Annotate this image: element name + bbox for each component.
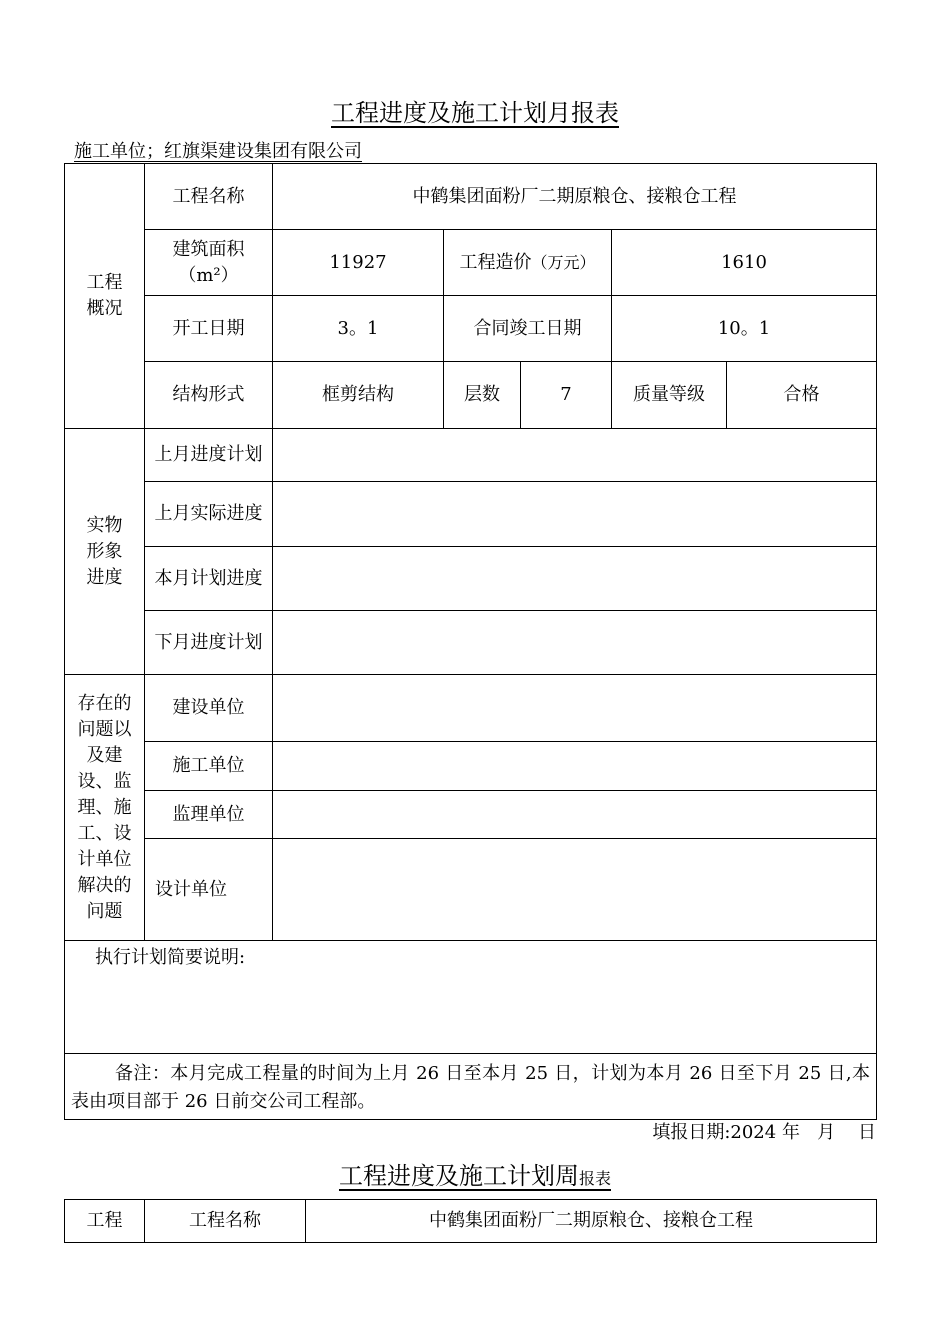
section-progress: 实物形象进度 xyxy=(65,429,145,675)
monthly-report-table xyxy=(64,163,877,1120)
contractor-unit-value[interactable] xyxy=(273,742,877,791)
next-month-plan-label: 下月进度计划 xyxy=(145,611,273,675)
quality-value: 合格 xyxy=(727,362,877,429)
floors-label: 层数 xyxy=(444,362,521,429)
owner-unit-value[interactable] xyxy=(273,675,877,742)
section-overview: 工程概况 xyxy=(65,164,145,429)
weekly-report-table xyxy=(64,1199,877,1243)
plan-note-label: 执行计划简要说明: xyxy=(95,947,246,968)
plan-note[interactable] xyxy=(65,941,877,1054)
structure-label: 结构形式 xyxy=(145,362,273,429)
project-name-label: 工程名称 xyxy=(145,164,273,230)
this-month-plan-label: 本月计划进度 xyxy=(145,547,273,611)
contractor-unit-label: 施工单位 xyxy=(145,742,273,791)
designer-unit-value[interactable] xyxy=(273,839,877,941)
area-value: 11927 xyxy=(273,230,444,296)
owner-unit-label: 建设单位 xyxy=(145,675,273,742)
weekly-title-main: 工程进度及施工计划周 xyxy=(338,1162,579,1190)
next-month-plan-value[interactable] xyxy=(273,611,877,675)
project-name-value: 中鹤集团面粉厂二期原粮仓、接粮仓工程 xyxy=(273,164,877,230)
weekly-section-label: 工程 xyxy=(65,1200,145,1243)
last-month-actual-value[interactable] xyxy=(273,482,877,547)
this-month-plan-value[interactable] xyxy=(273,547,877,611)
remark: 备注：本月完成工程量的时间为上月 26 日至本月 25 日，计划为本月 26 日至下月 25 日,本表由项目部于 26 日前交公司工程部。 xyxy=(65,1054,877,1120)
contract-end-value: 10。1 xyxy=(612,296,877,362)
contract-end-label: 合同竣工日期 xyxy=(444,296,612,362)
cost-label: 工程造价（万元） xyxy=(444,230,612,296)
area-label: 建筑面积（m²） xyxy=(145,230,273,296)
structure-value: 框剪结构 xyxy=(273,362,444,429)
supervisor-unit-label: 监理单位 xyxy=(145,791,273,839)
weekly-report-title xyxy=(0,1156,950,1191)
start-date-value: 3。1 xyxy=(273,296,444,362)
section-issues: 存在的问题以及建设、监理、施工、设计单位解决的问题 xyxy=(65,675,145,941)
construction-unit-line: 施工单位；红旗渠建设集团有限公司 xyxy=(74,141,362,162)
floors-value: 7 xyxy=(521,362,612,429)
fill-date: 填报日期:2024 年 月 日 xyxy=(652,1122,876,1143)
last-month-plan-value[interactable] xyxy=(273,429,877,482)
supervisor-unit-value[interactable] xyxy=(273,791,877,839)
weekly-project-name-value: 中鹤集团面粉厂二期原粮仓、接粮仓工程 xyxy=(306,1200,877,1243)
weekly-project-name-label: 工程名称 xyxy=(145,1200,306,1243)
last-month-plan-label: 上月进度计划 xyxy=(145,429,273,482)
weekly-title-small: 报表 xyxy=(578,1169,611,1188)
start-date-label: 开工日期 xyxy=(145,296,273,362)
quality-label: 质量等级 xyxy=(612,362,727,429)
cost-value: 1610 xyxy=(612,230,877,296)
monthly-report-title: 工程进度及施工计划月报表 xyxy=(331,99,619,127)
designer-unit-label: 设计单位 xyxy=(145,839,273,941)
last-month-actual-label: 上月实际进度 xyxy=(145,482,273,547)
